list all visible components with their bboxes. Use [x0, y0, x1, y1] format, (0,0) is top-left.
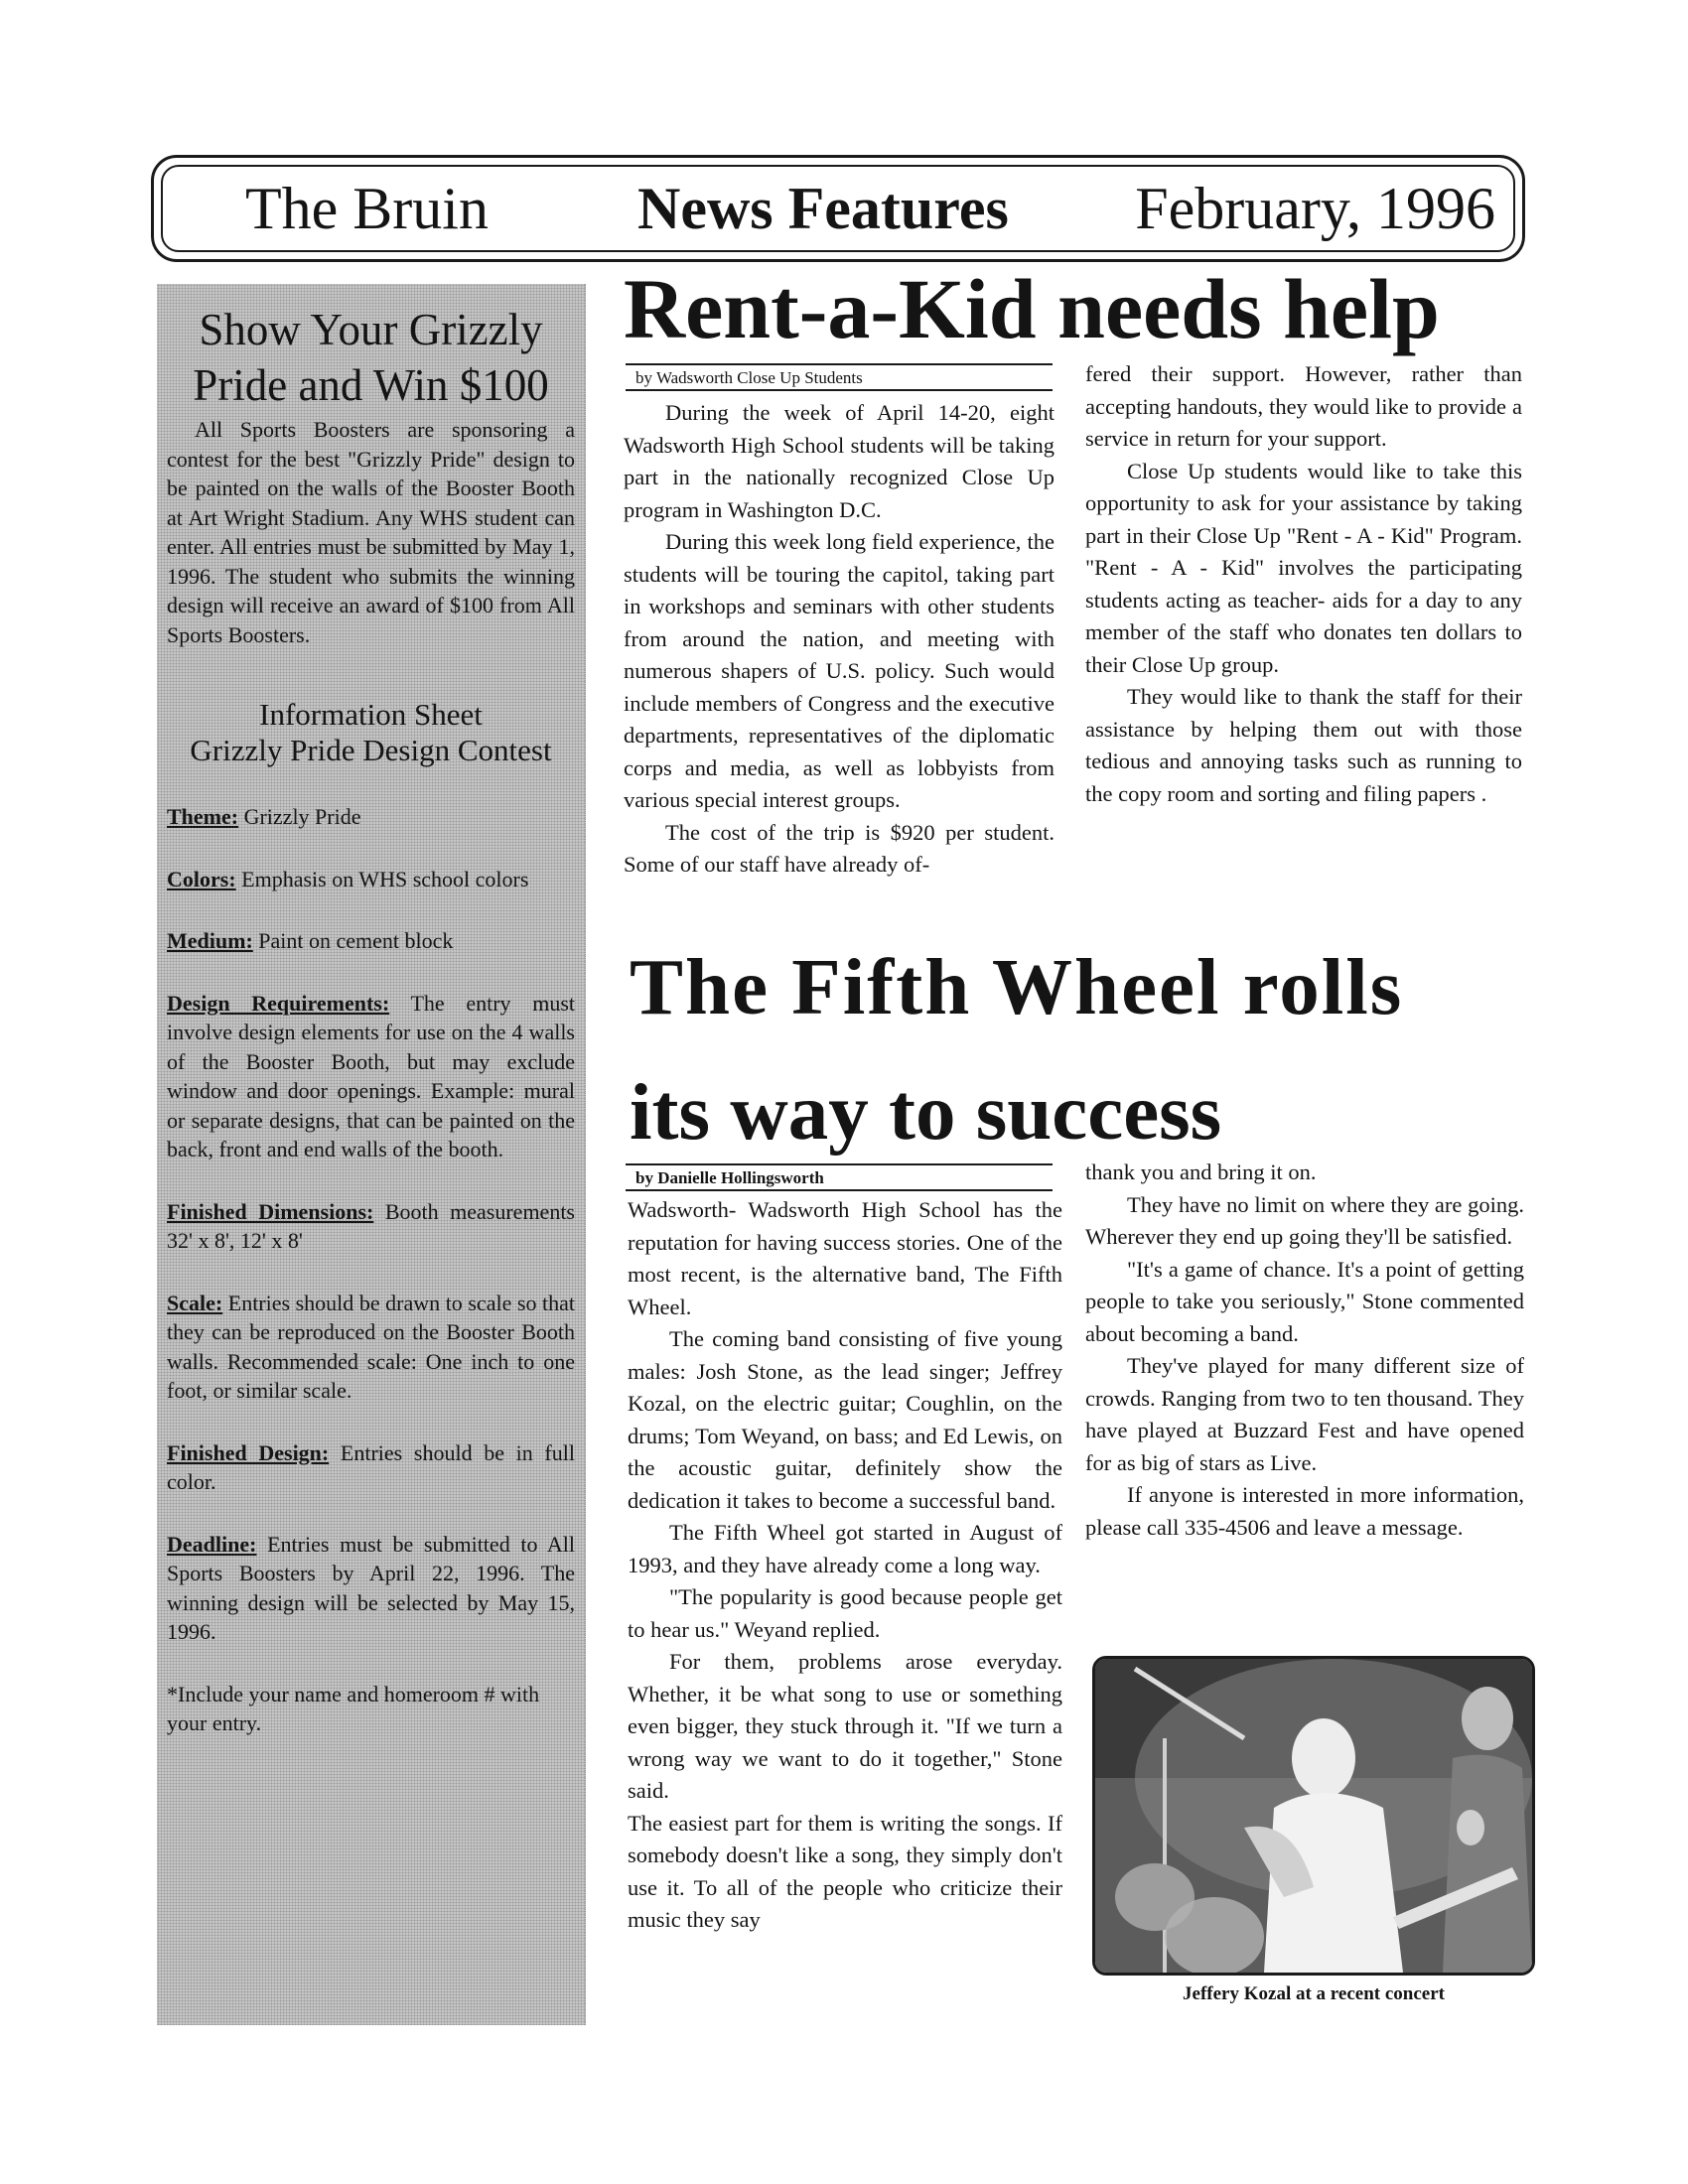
- photo-caption: Jeffery Kozal at a recent concert: [1183, 1983, 1445, 2004]
- info-item-text: Paint on cement block: [252, 928, 454, 953]
- info-item-text: Booth measurements 32' x 8', 12' x 8': [167, 1198, 575, 1253]
- sidebar-title: Show Your Grizzly Pride and Win $100: [193, 305, 549, 410]
- info-item-design-requirements: [167, 989, 575, 1164]
- info-item-theme: [167, 802, 575, 832]
- info-item-label: Finished Dimensions:: [167, 1198, 374, 1224]
- article-paragraph: "The popularity is good because people get to hear us." Weyand replied.: [628, 1584, 1062, 1642]
- info-item-medium: [167, 926, 575, 956]
- article-paragraph: The cost of the trip is $920 per student. Some of our staff have already of-: [624, 819, 1055, 877]
- info-item-finished-dimensions: [167, 1197, 575, 1256]
- contest-sidebar: [157, 284, 586, 2025]
- article-paragraph: thank you and bring it on.: [1085, 1160, 1317, 1184]
- info-item-text: Emphasis on WHS school colors: [235, 866, 529, 891]
- info-item-scale: [167, 1289, 575, 1406]
- info-item-text: Grizzly Pride: [238, 804, 361, 829]
- info-sheet-title: [167, 697, 575, 768]
- info-sheet-title-line: Grizzly Pride Design Contest: [190, 733, 552, 767]
- issue-date: February, 1996: [1135, 176, 1495, 241]
- article-paragraph: For them, problems arose everyday. Whether, it be what song to use or something even bigger, they stuck through it. "If we turn a wrong way we want to do it together," Stone said.: [628, 1649, 1062, 1803]
- article-paragraph: They have no limit on where they are going. Wherever they end up going they'll be satisfied.: [1085, 1191, 1524, 1249]
- article-headline: its way to success: [630, 1067, 1222, 1157]
- info-item-label: Finished Design:: [167, 1439, 330, 1465]
- article-column: [1085, 358, 1522, 810]
- article-paragraph: During this week long field experience, the students will be touring the capitol, taking part in workshops and seminars with other students from around the nation, and meeting with numerous shapers of U.S. policy. Such would include members of Congress and the executive departments, representatives of the diplomatic corps and media, as well as lobbyists from various special interest groups.: [624, 529, 1055, 812]
- info-item-text: The entry must involve design elements for use on the 4 walls of the Booster Booth, but may exclude window and door openings. Example: mural or separate designs, that can be painted on the back, front and end walls of the booth.: [167, 990, 576, 1161]
- masthead: [151, 155, 1525, 262]
- info-sheet-title-line: Information Sheet: [259, 697, 483, 732]
- info-item-text: Entries must be submitted to All Sports Boosters by April 22, 1996. The winning design will be selected by May 15, 1996.: [167, 1531, 575, 1644]
- info-item-label: Medium:: [167, 928, 253, 953]
- paper-name: The Bruin: [245, 176, 489, 241]
- info-item-colors: [167, 865, 575, 894]
- concert-photo: [1092, 1656, 1535, 1976]
- article-paragraph: The coming band consisting of five young males: Josh Stone, as the lead singer; Jeffrey Kozal, on the electric guitar; Coughlin, on the drums; Tom Weyand, on bass; and Ed Lewis, on the acoustic guitar, definitely show the dedication it takes to become a successful band.: [628, 1326, 1062, 1513]
- info-item-label: Deadline:: [167, 1531, 257, 1557]
- info-item-text: Entries should be in full color.: [167, 1439, 575, 1494]
- info-item-label: Theme:: [167, 804, 239, 829]
- article-byline: by Wadsworth Close Up Students: [626, 363, 1053, 391]
- article-paragraph: "It's a game of chance. It's a point of getting people to take you seriously," Stone commented about becoming a band.: [1085, 1256, 1524, 1346]
- article-paragraph: During the week of April 14-20, eight Wadsworth High School students will be taking part in the nationally recognized Close Up program in Washington D.C.: [624, 400, 1055, 522]
- entry-note: *Include your name and homeroom # with your entry.: [167, 1681, 540, 1735]
- info-item-finished-design: [167, 1438, 575, 1497]
- article-paragraph: The Fifth Wheel got started in August of 1993, and they have already come a long way.: [628, 1520, 1062, 1577]
- article-paragraph: fered their support. However, rather than accepting handouts, they would like to provide a service in return for your support.: [1085, 361, 1522, 451]
- article-paragraph: They would like to thank the staff for their assistance by helping them out with those tedious and annoying tasks such as running to the copy room and sorting and filing papers .: [1085, 684, 1522, 806]
- info-item-text: Entries should be drawn to scale so that they can be reproduced on the Booster Booth walls. Recommended scale: One inch to one foot, or similar scale.: [167, 1290, 575, 1403]
- article-column: [628, 1194, 1062, 1937]
- sidebar-intro: All Sports Boosters are sponsoring a contest for the best "Grizzly Pride" design to be painted on the walls of the Booster Booth at Art Wright Stadium. Any WHS student can enter. All entries must be submitted by May 1, 1996. The student who submits the winning design will receive an award of $100 from All Sports Boosters.: [167, 417, 575, 647]
- article-headline: The Fifth Wheel rolls: [630, 942, 1404, 1031]
- section-name: News Features: [637, 176, 1009, 241]
- article-paragraph: The easiest part for them is writing the songs. If somebody doesn't like a song, they simply don't use it. To all of the people who criticize their music they say: [628, 1810, 1062, 1932]
- article-column: [1085, 1157, 1524, 1544]
- article-paragraph: They've played for many different size of crowds. Ranging from two to ten thousand. They have played at Buzzard Fest and have opened for as big of stars as Live.: [1085, 1353, 1524, 1475]
- article-headline: Rent-a-Kid needs help: [624, 261, 1440, 356]
- info-item-label: Scale:: [167, 1290, 223, 1315]
- info-item-deadline: [167, 1530, 575, 1647]
- info-item-label: Design Requirements:: [167, 990, 390, 1016]
- concert-photo-image: [1095, 1659, 1532, 1973]
- article-paragraph: Close Up students would like to take this opportunity to ask for your assistance by taking part in their Close Up "Rent - A - Kid" Program. "Rent - A - Kid" involves the participating students acting as teacher- aids for a day to any member of the staff who donates ten dollars to their Close Up group.: [1085, 458, 1522, 677]
- article-column: [624, 397, 1055, 882]
- article-paragraph: Wadsworth- Wadsworth High School has the reputation for having success stories. One of the most recent, is the alternative band, The Fifth Wheel.: [628, 1197, 1062, 1319]
- article-paragraph: If anyone is interested in more information, please call 335-4506 and leave a message.: [1085, 1482, 1524, 1540]
- info-item-label: Colors:: [167, 866, 236, 891]
- article-byline: by Danielle Hollingsworth: [626, 1163, 1053, 1191]
